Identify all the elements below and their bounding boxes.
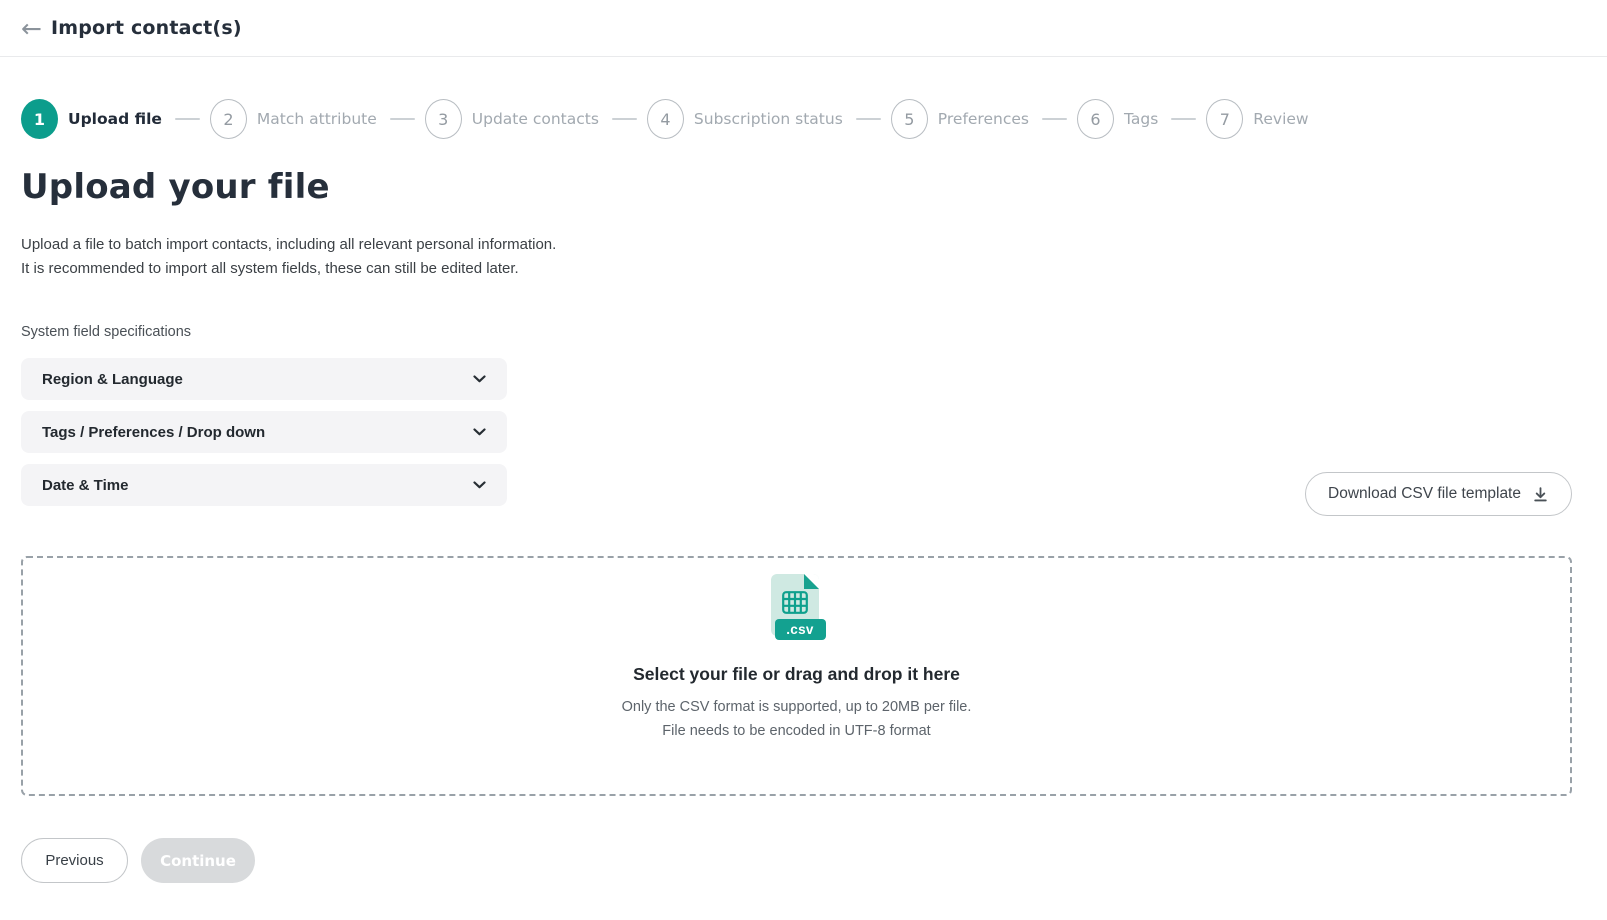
step-number: 2 xyxy=(210,99,247,139)
step-match-attribute[interactable] xyxy=(210,99,377,139)
step-number: 1 xyxy=(21,99,58,139)
section-title: Upload your file xyxy=(21,167,330,207)
step-label: Review xyxy=(1253,110,1309,128)
accordion-date-time[interactable] xyxy=(21,464,507,506)
footer-actions xyxy=(21,838,1572,883)
step-number: 6 xyxy=(1077,99,1114,139)
description-line-1: Upload a file to batch import contacts, including all relevant personal information. xyxy=(21,236,557,253)
fold-corner xyxy=(804,574,819,589)
csv-file-icon xyxy=(771,574,823,640)
step-label: Preferences xyxy=(937,110,1029,128)
csv-badge: .csv xyxy=(775,619,826,640)
step-review[interactable] xyxy=(1206,99,1308,139)
file-dropzone[interactable] xyxy=(21,556,1572,796)
step-connector xyxy=(856,118,881,120)
step-upload-file[interactable] xyxy=(21,99,162,139)
download-csv-template-button[interactable] xyxy=(1305,472,1572,516)
continue-button[interactable]: Continue xyxy=(141,838,255,883)
import-stepper xyxy=(21,99,1572,139)
step-label: Subscription status xyxy=(693,110,843,128)
accordion-label: Date & Time xyxy=(42,476,129,494)
chevron-down-icon xyxy=(473,428,486,436)
content xyxy=(0,99,1607,883)
step-subscription-status[interactable] xyxy=(647,99,843,139)
spec-area xyxy=(21,358,1572,506)
download-button-label: Download CSV file template xyxy=(1328,485,1521,502)
step-number: 4 xyxy=(647,99,684,139)
chevron-down-icon xyxy=(473,375,486,383)
description-line-2: It is recommended to import all system fields, these can still be edited later. xyxy=(21,259,519,277)
accordion-region-language[interactable] xyxy=(21,358,507,400)
dropzone-hint xyxy=(622,695,972,743)
back-arrow-icon[interactable]: ← xyxy=(21,13,42,43)
step-connector xyxy=(612,118,637,120)
step-label: Tags xyxy=(1123,110,1159,128)
step-connector xyxy=(1171,118,1196,120)
dropzone-hint-line-2: File needs to be encoded in UTF-8 format xyxy=(662,723,931,739)
dropzone-title: Select your file or drag and drop it here xyxy=(633,664,960,684)
step-label: Upload file xyxy=(68,110,162,128)
previous-button[interactable]: Previous xyxy=(21,838,128,883)
accordion-label: Tags / Preferences / Drop down xyxy=(42,423,266,441)
table-grid-icon xyxy=(782,591,808,614)
step-number: 5 xyxy=(891,99,928,139)
step-label: Update contacts xyxy=(471,110,599,128)
step-label: Match attribute xyxy=(256,110,377,128)
accordion-stack xyxy=(21,358,507,506)
step-number: 7 xyxy=(1206,99,1243,139)
step-update-contacts[interactable] xyxy=(425,99,599,139)
spec-section-label: System field specifications xyxy=(21,324,192,340)
accordion-tags-preferences-dropdown[interactable] xyxy=(21,411,507,453)
page-title: Import contact(s) xyxy=(50,17,242,39)
step-tags[interactable] xyxy=(1077,99,1158,139)
step-connector xyxy=(390,118,415,120)
accordion-label: Region & Language xyxy=(42,370,183,388)
step-connector xyxy=(1042,118,1067,120)
section-description xyxy=(21,233,1572,280)
dropzone-hint-line-1: Only the CSV format is supported, up to 20MB per file. xyxy=(621,699,972,715)
download-icon xyxy=(1532,486,1549,503)
step-number: 3 xyxy=(425,99,462,139)
step-connector xyxy=(175,118,200,120)
chevron-down-icon xyxy=(473,481,486,489)
top-bar xyxy=(0,0,1607,57)
step-preferences[interactable] xyxy=(891,99,1029,139)
